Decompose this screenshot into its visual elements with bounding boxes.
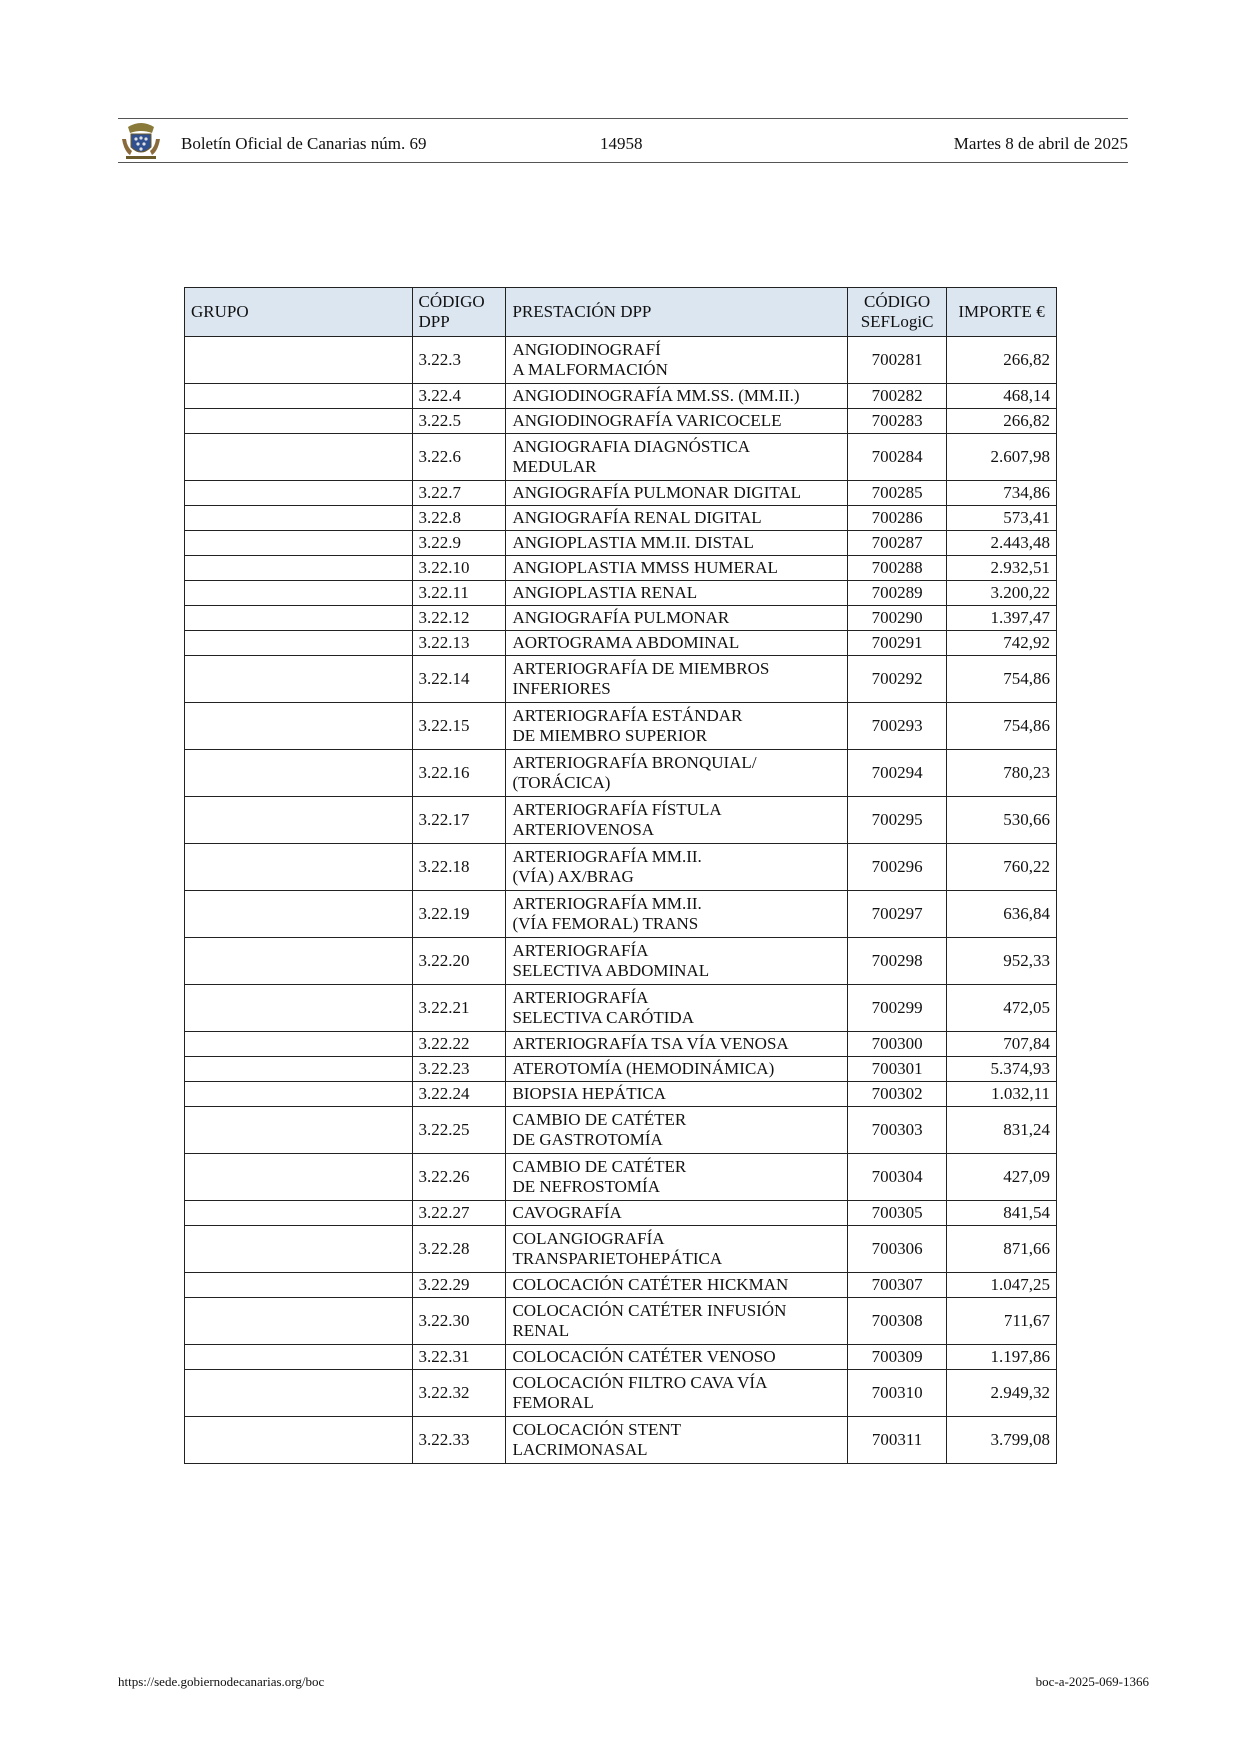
cell-grupo bbox=[185, 581, 413, 606]
header-prestacion: PRESTACIÓN DPP bbox=[506, 288, 848, 337]
canarias-coat-of-arms-icon bbox=[120, 121, 162, 161]
cell-importe: 754,86 bbox=[947, 703, 1057, 750]
cell-codigo-sef: 700304 bbox=[848, 1154, 947, 1201]
cell-codigo-dpp: 3.22.6 bbox=[412, 434, 506, 481]
cell-prestacion: ARTERIOGRAFÍA ESTÁNDAR DE MIEMBRO SUPERIOR bbox=[506, 703, 848, 750]
cell-codigo-sef: 700308 bbox=[848, 1298, 947, 1345]
cell-importe: 780,23 bbox=[947, 750, 1057, 797]
table-row bbox=[185, 1298, 1057, 1345]
cell-grupo bbox=[185, 891, 413, 938]
table-row bbox=[185, 1417, 1057, 1464]
cell-importe: 1.197,86 bbox=[947, 1345, 1057, 1370]
cell-prestacion: ATEROTOMÍA (HEMODINÁMICA) bbox=[506, 1057, 848, 1082]
cell-codigo-dpp: 3.22.11 bbox=[412, 581, 506, 606]
cell-importe: 760,22 bbox=[947, 844, 1057, 891]
cell-grupo bbox=[185, 1107, 413, 1154]
table-row bbox=[185, 750, 1057, 797]
table-body bbox=[185, 337, 1057, 1464]
cell-codigo-sef: 700311 bbox=[848, 1417, 947, 1464]
cell-grupo bbox=[185, 384, 413, 409]
cell-grupo bbox=[185, 1298, 413, 1345]
table-row bbox=[185, 581, 1057, 606]
cell-codigo-sef: 700296 bbox=[848, 844, 947, 891]
cell-codigo-sef: 700284 bbox=[848, 434, 947, 481]
cell-grupo bbox=[185, 844, 413, 891]
cell-grupo bbox=[185, 606, 413, 631]
cell-prestacion: AORTOGRAMA ABDOMINAL bbox=[506, 631, 848, 656]
cell-prestacion: ARTERIOGRAFÍA MM.II. (VÍA) AX/BRAG bbox=[506, 844, 848, 891]
cell-prestacion: COLOCACIÓN STENT LACRIMONASAL bbox=[506, 1417, 848, 1464]
cell-importe: 472,05 bbox=[947, 985, 1057, 1032]
cell-codigo-sef: 700297 bbox=[848, 891, 947, 938]
cell-importe: 754,86 bbox=[947, 656, 1057, 703]
cell-codigo-dpp: 3.22.15 bbox=[412, 703, 506, 750]
cell-prestacion: CAVOGRAFÍA bbox=[506, 1201, 848, 1226]
cell-importe: 1.032,11 bbox=[947, 1082, 1057, 1107]
cell-codigo-sef: 700298 bbox=[848, 938, 947, 985]
cell-importe: 636,84 bbox=[947, 891, 1057, 938]
tariff-table bbox=[184, 287, 1057, 1464]
cell-grupo bbox=[185, 1345, 413, 1370]
cell-prestacion: ARTERIOGRAFÍA FÍSTULA ARTERIOVENOSA bbox=[506, 797, 848, 844]
cell-codigo-dpp: 3.22.29 bbox=[412, 1273, 506, 1298]
table-row bbox=[185, 1154, 1057, 1201]
cell-codigo-sef: 700310 bbox=[848, 1370, 947, 1417]
cell-codigo-dpp: 3.22.32 bbox=[412, 1370, 506, 1417]
cell-importe: 3.799,08 bbox=[947, 1417, 1057, 1464]
cell-codigo-sef: 700293 bbox=[848, 703, 947, 750]
cell-importe: 427,09 bbox=[947, 1154, 1057, 1201]
cell-prestacion: ANGIOGRAFÍA PULMONAR bbox=[506, 606, 848, 631]
cell-codigo-dpp: 3.22.3 bbox=[412, 337, 506, 384]
cell-prestacion: COLOCACIÓN CATÉTER HICKMAN bbox=[506, 1273, 848, 1298]
table-row bbox=[185, 409, 1057, 434]
table-row bbox=[185, 506, 1057, 531]
cell-importe: 2.443,48 bbox=[947, 531, 1057, 556]
cell-grupo bbox=[185, 985, 413, 1032]
table-row bbox=[185, 1345, 1057, 1370]
cell-codigo-sef: 700303 bbox=[848, 1107, 947, 1154]
header-bottom-rule bbox=[118, 162, 1128, 163]
cell-codigo-sef: 700289 bbox=[848, 581, 947, 606]
cell-codigo-dpp: 3.22.9 bbox=[412, 531, 506, 556]
table-row bbox=[185, 1226, 1057, 1273]
cell-grupo bbox=[185, 1154, 413, 1201]
header-grupo: GRUPO bbox=[185, 288, 413, 337]
cell-importe: 2.949,32 bbox=[947, 1370, 1057, 1417]
cell-grupo bbox=[185, 1082, 413, 1107]
cell-prestacion: ARTERIOGRAFÍA DE MIEMBROS INFERIORES bbox=[506, 656, 848, 703]
cell-prestacion: COLOCACIÓN CATÉTER INFUSIÓN RENAL bbox=[506, 1298, 848, 1345]
table-header-row bbox=[185, 288, 1057, 337]
cell-prestacion: ANGIOGRAFÍA PULMONAR DIGITAL bbox=[506, 481, 848, 506]
cell-codigo-dpp: 3.22.27 bbox=[412, 1201, 506, 1226]
cell-codigo-sef: 700286 bbox=[848, 506, 947, 531]
table-row bbox=[185, 606, 1057, 631]
cell-prestacion: COLANGIOGRAFÍA TRANSPARIETOHEPÁTICA bbox=[506, 1226, 848, 1273]
cell-codigo-sef: 700307 bbox=[848, 1273, 947, 1298]
table-row bbox=[185, 556, 1057, 581]
table-row bbox=[185, 1082, 1057, 1107]
cell-codigo-dpp: 3.22.28 bbox=[412, 1226, 506, 1273]
cell-codigo-sef: 700291 bbox=[848, 631, 947, 656]
cell-prestacion: CAMBIO DE CATÉTER DE GASTROTOMÍA bbox=[506, 1107, 848, 1154]
cell-importe: 266,82 bbox=[947, 337, 1057, 384]
publication-date: Martes 8 de abril de 2025 bbox=[953, 134, 1128, 153]
table-row bbox=[185, 1201, 1057, 1226]
cell-prestacion: ARTERIOGRAFÍA MM.II. (VÍA FEMORAL) TRANS bbox=[506, 891, 848, 938]
cell-importe: 2.607,98 bbox=[947, 434, 1057, 481]
table-row bbox=[185, 985, 1057, 1032]
table-row bbox=[185, 797, 1057, 844]
cell-codigo-sef: 700302 bbox=[848, 1082, 947, 1107]
cell-prestacion: ARTERIOGRAFÍA TSA VÍA VENOSA bbox=[506, 1032, 848, 1057]
cell-importe: 707,84 bbox=[947, 1032, 1057, 1057]
cell-grupo bbox=[185, 1417, 413, 1464]
cell-codigo-dpp: 3.22.16 bbox=[412, 750, 506, 797]
cell-prestacion: CAMBIO DE CATÉTER DE NEFROSTOMÍA bbox=[506, 1154, 848, 1201]
cell-codigo-dpp: 3.22.30 bbox=[412, 1298, 506, 1345]
cell-codigo-dpp: 3.22.8 bbox=[412, 506, 506, 531]
cell-codigo-sef: 700292 bbox=[848, 656, 947, 703]
cell-grupo bbox=[185, 797, 413, 844]
cell-codigo-sef: 700295 bbox=[848, 797, 947, 844]
cell-importe: 734,86 bbox=[947, 481, 1057, 506]
cell-codigo-sef: 700282 bbox=[848, 384, 947, 409]
table-row bbox=[185, 891, 1057, 938]
cell-prestacion: BIOPSIA HEPÁTICA bbox=[506, 1082, 848, 1107]
table-row bbox=[185, 1032, 1057, 1057]
cell-grupo bbox=[185, 1201, 413, 1226]
cell-codigo-dpp: 3.22.31 bbox=[412, 1345, 506, 1370]
cell-importe: 831,24 bbox=[947, 1107, 1057, 1154]
table-row bbox=[185, 1107, 1057, 1154]
header-codigo-sef: CÓDIGO SEFLogiC bbox=[848, 288, 947, 337]
cell-prestacion: ARTERIOGRAFÍA SELECTIVA CARÓTIDA bbox=[506, 985, 848, 1032]
cell-codigo-dpp: 3.22.24 bbox=[412, 1082, 506, 1107]
cell-codigo-dpp: 3.22.7 bbox=[412, 481, 506, 506]
cell-importe: 266,82 bbox=[947, 409, 1057, 434]
cell-prestacion: ANGIODINOGRAFÍA VARICOCELE bbox=[506, 409, 848, 434]
header-codigo-dpp: CÓDIGO DPP bbox=[412, 288, 506, 337]
cell-grupo bbox=[185, 481, 413, 506]
cell-codigo-dpp: 3.22.18 bbox=[412, 844, 506, 891]
cell-grupo bbox=[185, 1370, 413, 1417]
cell-codigo-sef: 700309 bbox=[848, 1345, 947, 1370]
table-row bbox=[185, 531, 1057, 556]
cell-grupo bbox=[185, 531, 413, 556]
cell-importe: 468,14 bbox=[947, 384, 1057, 409]
table-row bbox=[185, 384, 1057, 409]
cell-prestacion: ARTERIOGRAFÍA BRONQUIAL/ (TORÁCICA) bbox=[506, 750, 848, 797]
cell-importe: 530,66 bbox=[947, 797, 1057, 844]
cell-codigo-sef: 700305 bbox=[848, 1201, 947, 1226]
cell-grupo bbox=[185, 703, 413, 750]
cell-grupo bbox=[185, 938, 413, 985]
cell-codigo-sef: 700301 bbox=[848, 1057, 947, 1082]
cell-grupo bbox=[185, 1273, 413, 1298]
cell-codigo-dpp: 3.22.25 bbox=[412, 1107, 506, 1154]
cell-codigo-sef: 700290 bbox=[848, 606, 947, 631]
cell-grupo bbox=[185, 1032, 413, 1057]
cell-grupo bbox=[185, 556, 413, 581]
cell-prestacion: ARTERIOGRAFÍA SELECTIVA ABDOMINAL bbox=[506, 938, 848, 985]
cell-codigo-dpp: 3.22.20 bbox=[412, 938, 506, 985]
table-row bbox=[185, 631, 1057, 656]
cell-importe: 1.047,25 bbox=[947, 1273, 1057, 1298]
cell-importe: 841,54 bbox=[947, 1201, 1057, 1226]
header-importe: IMPORTE € bbox=[947, 288, 1057, 337]
cell-codigo-sef: 700285 bbox=[848, 481, 947, 506]
cell-codigo-sef: 700306 bbox=[848, 1226, 947, 1273]
cell-grupo bbox=[185, 337, 413, 384]
page-number: 14958 bbox=[600, 134, 643, 153]
cell-grupo bbox=[185, 1057, 413, 1082]
cell-codigo-sef: 700283 bbox=[848, 409, 947, 434]
cell-grupo bbox=[185, 656, 413, 703]
cell-importe: 742,92 bbox=[947, 631, 1057, 656]
cell-prestacion: ANGIOPLASTIA RENAL bbox=[506, 581, 848, 606]
cell-importe: 952,33 bbox=[947, 938, 1057, 985]
table-row bbox=[185, 1370, 1057, 1417]
cell-importe: 711,67 bbox=[947, 1298, 1057, 1345]
table-row bbox=[185, 844, 1057, 891]
cell-codigo-dpp: 3.22.4 bbox=[412, 384, 506, 409]
cell-codigo-dpp: 3.22.5 bbox=[412, 409, 506, 434]
cell-grupo bbox=[185, 434, 413, 481]
cell-codigo-dpp: 3.22.17 bbox=[412, 797, 506, 844]
cell-codigo-dpp: 3.22.13 bbox=[412, 631, 506, 656]
cell-importe: 3.200,22 bbox=[947, 581, 1057, 606]
cell-codigo-dpp: 3.22.10 bbox=[412, 556, 506, 581]
table-row bbox=[185, 481, 1057, 506]
table-row bbox=[185, 434, 1057, 481]
header-top-rule bbox=[118, 118, 1128, 119]
cell-codigo-sef: 700300 bbox=[848, 1032, 947, 1057]
cell-prestacion: ANGIOPLASTIA MMSS HUMERAL bbox=[506, 556, 848, 581]
cell-codigo-dpp: 3.22.14 bbox=[412, 656, 506, 703]
cell-prestacion: ANGIOGRAFIA DIAGNÓSTICA MEDULAR bbox=[506, 434, 848, 481]
cell-codigo-dpp: 3.22.12 bbox=[412, 606, 506, 631]
cell-codigo-sef: 700287 bbox=[848, 531, 947, 556]
cell-prestacion: COLOCACIÓN CATÉTER VENOSO bbox=[506, 1345, 848, 1370]
cell-importe: 2.932,51 bbox=[947, 556, 1057, 581]
table-row bbox=[185, 656, 1057, 703]
cell-grupo bbox=[185, 750, 413, 797]
cell-importe: 5.374,93 bbox=[947, 1057, 1057, 1082]
cell-codigo-sef: 700281 bbox=[848, 337, 947, 384]
bulletin-title: Boletín Oficial de Canarias núm. 69 bbox=[181, 134, 427, 153]
cell-codigo-dpp: 3.22.19 bbox=[412, 891, 506, 938]
cell-codigo-dpp: 3.22.26 bbox=[412, 1154, 506, 1201]
cell-codigo-sef: 700294 bbox=[848, 750, 947, 797]
footer-url[interactable]: https://sede.gobiernodecanarias.org/boc bbox=[118, 1674, 325, 1689]
table-row bbox=[185, 1273, 1057, 1298]
cell-prestacion: ANGIOPLASTIA MM.II. DISTAL bbox=[506, 531, 848, 556]
cell-codigo-dpp: 3.22.33 bbox=[412, 1417, 506, 1464]
table-row bbox=[185, 703, 1057, 750]
cell-codigo-dpp: 3.22.23 bbox=[412, 1057, 506, 1082]
cell-grupo bbox=[185, 1226, 413, 1273]
cell-importe: 573,41 bbox=[947, 506, 1057, 531]
table-row bbox=[185, 337, 1057, 384]
cell-codigo-sef: 700299 bbox=[848, 985, 947, 1032]
table-row bbox=[185, 938, 1057, 985]
cell-importe: 871,66 bbox=[947, 1226, 1057, 1273]
cell-codigo-dpp: 3.22.21 bbox=[412, 985, 506, 1032]
cell-grupo bbox=[185, 631, 413, 656]
document-reference: boc-a-2025-069-1366 bbox=[1035, 1674, 1149, 1689]
cell-prestacion: COLOCACIÓN FILTRO CAVA VÍA FEMORAL bbox=[506, 1370, 848, 1417]
cell-prestacion: ANGIODINOGRAFÍA MM.SS. (MM.II.) bbox=[506, 384, 848, 409]
cell-importe: 1.397,47 bbox=[947, 606, 1057, 631]
cell-grupo bbox=[185, 506, 413, 531]
cell-prestacion: ANGIODINOGRAFÍ A MALFORMACIÓN bbox=[506, 337, 848, 384]
cell-grupo bbox=[185, 409, 413, 434]
cell-codigo-dpp: 3.22.22 bbox=[412, 1032, 506, 1057]
table-row bbox=[185, 1057, 1057, 1082]
cell-codigo-sef: 700288 bbox=[848, 556, 947, 581]
cell-prestacion: ANGIOGRAFÍA RENAL DIGITAL bbox=[506, 506, 848, 531]
